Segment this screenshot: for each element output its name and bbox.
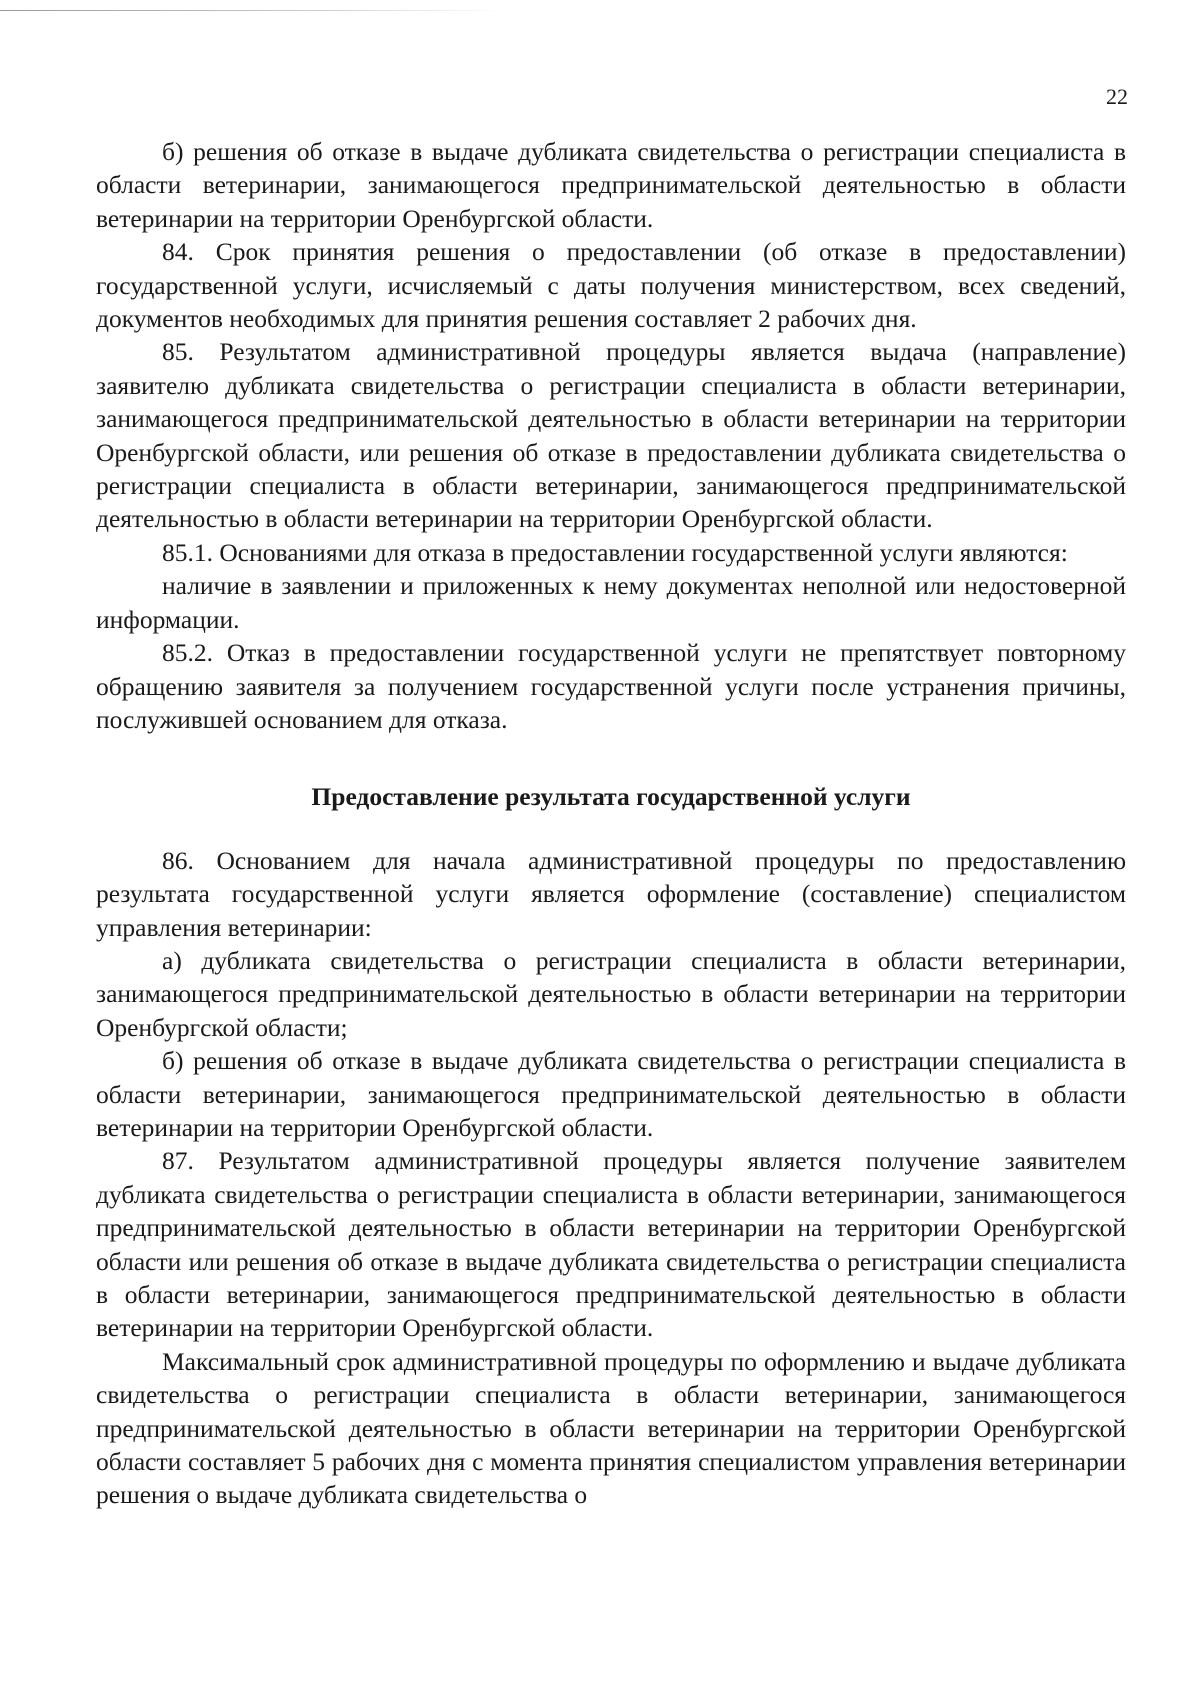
scan-edge-line [0, 10, 500, 11]
paragraph-max-term: Максимальный срок административной процедуры по оформлению и выдаче дубликата свидетельства о регистрации специалиста в области ветеринарии, занимающегося предпринимательской деятельностью в области ветеринарии на территории Оренбургской области составляет 5 рабочих дня с момента принятия специалистом управления ветеринарии решения о выдаче дубликата свидетельства о [96, 1346, 1126, 1510]
paragraph-85: 85. Результатом административной процедуры является выдача (направление) заявителю дубликата свидетельства о регистрации специалиста в области ветеринарии, занимающегося предпринимательской деятельностью в области ветеринарии на территории Оренбургской области, или решения об отказе в предоставлении дубликата свидетельства о регистрации специалиста в области ветеринарии, занимающегося предпринимательской деятельностью в области ветеринарии на территории Оренбургской области. [96, 337, 1126, 534]
paragraph-b-refusal: б) решения об отказе в выдаче дубликата свидетельства о регистрации специалиста в области ветеринарии, занимающегося предпринимательской деятельностью в области ветеринарии на территории Оренбургской области. [96, 137, 1126, 233]
paragraph-85-1: 85.1. Основаниями для отказа в предоставлении государственной услуги являются: [162, 537, 1068, 567]
document-body [96, 135, 1126, 1512]
paragraph-85-2: 85.2. Отказ в предоставлении государственной услуги не препятствует повторному обращению заявителя за получением государственной услуги после устранения причины, послужившей основанием для отказа. [96, 638, 1126, 734]
paragraph-a-duplicate: а) дубликата свидетельства о регистрации специалиста в области ветеринарии, занимающегося предпринимательской деятельностью в области ветеринарии на территории Оренбургской области; [96, 945, 1126, 1042]
section-heading: Предоставление результата государственной услуги [311, 782, 911, 812]
paragraph-grounds: наличие в заявлении и приложенных к нему документах неполной или недостоверной информации. [96, 571, 1126, 634]
paragraph-84: 84. Срок принятия решения о предоставлении (об отказе в предоставлении) государственной услуги, исчисляемый с даты получения министерством, всех сведений, документов необходимых для принятия решения составляет 2 рабочих дня. [96, 237, 1126, 334]
paragraph-b-refusal-2: б) решения об отказе в выдаче дубликата свидетельства о регистрации специалиста в области ветеринарии, занимающегося предпринимательской деятельностью в области ветеринарии на территории Оренбургской области. [96, 1046, 1126, 1142]
paragraph-87: 87. Результатом административной процедуры является получение заявителем дубликата свидетельства о регистрации специалиста в области ветеринарии, занимающегося предпринимательской деятельностью в области ветеринарии на территории Оренбургской области или решения об отказе в выдаче дубликата свидетельства о регистрации специалиста в области ветеринарии, занимающегося предпринимательской деятельностью в области ветеринарии на территории Оренбургской области. [96, 1146, 1126, 1343]
page-number: 22 [1106, 84, 1128, 109]
paragraph-86: 86. Основанием для начала административной процедуры по предоставлению результата государственной услуги является оформление (составление) специалистом управления ветеринарии: [96, 845, 1126, 942]
